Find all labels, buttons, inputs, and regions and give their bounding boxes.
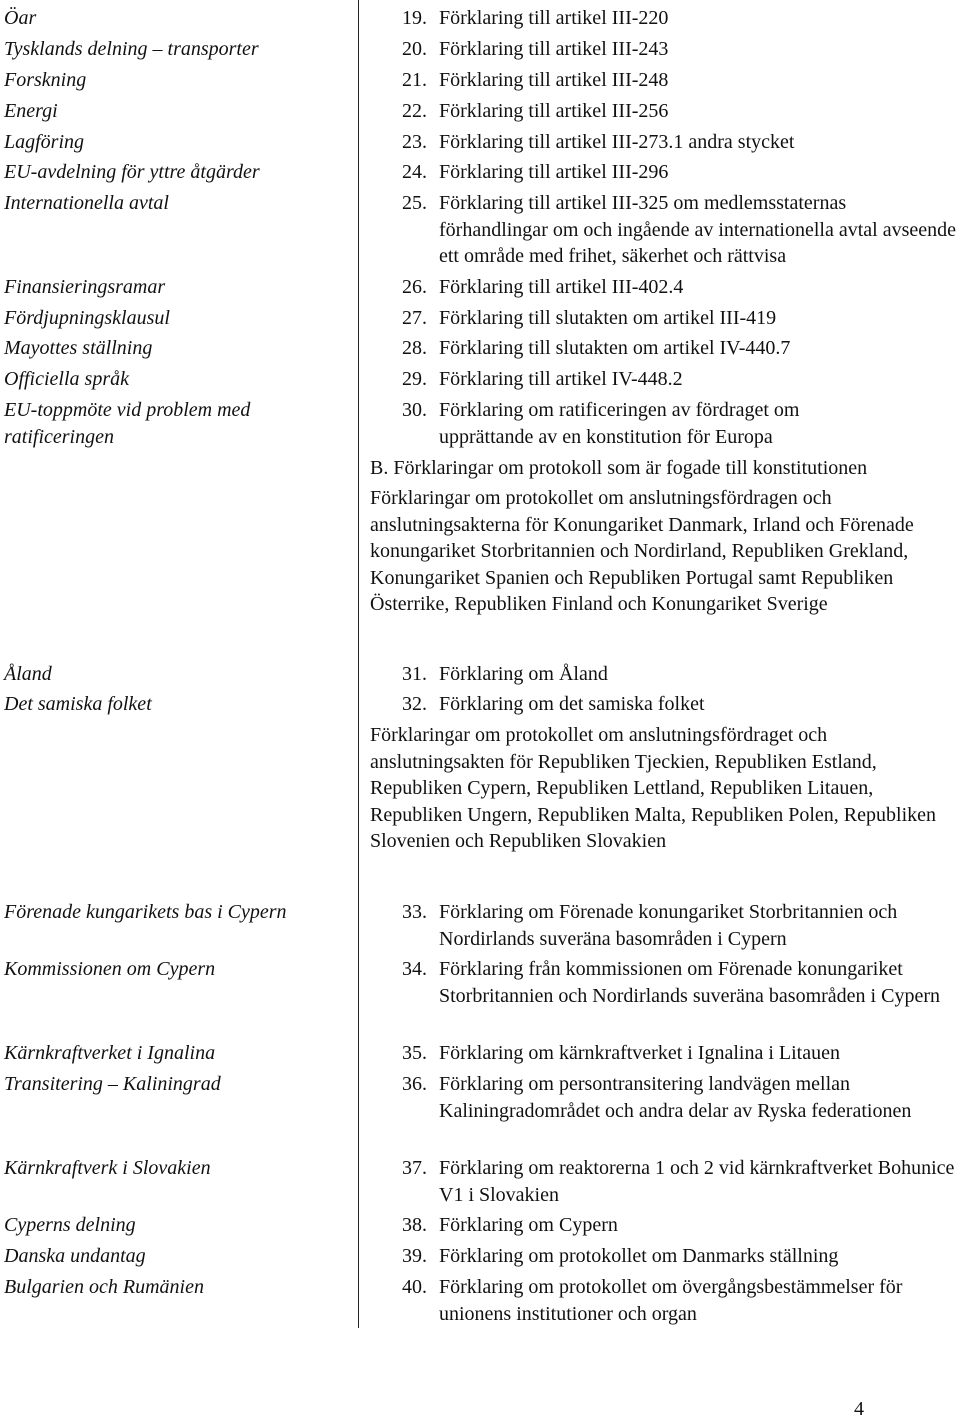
declaration-entry: [402, 335, 960, 362]
entry-text: Förklaring om persontransitering landvägen mellan Kaliningradområdet och andra delar av Ryska federationen: [439, 1073, 912, 1122]
declaration-entry: [402, 98, 960, 125]
entry-text: Förklaring om protokollet om Danmarks ställning: [439, 1245, 839, 1267]
declaration-entry: [402, 1155, 960, 1208]
topic-label: Tysklands delning – transporter: [4, 38, 259, 60]
topic-label: Kärnkraftverket i Ignalina: [4, 1042, 216, 1064]
entry-text: Förklaring om Förenade konungariket Storbritannien och Nordirlands suveräna basområden i Cypern: [439, 901, 898, 950]
entry-text: Förklaring om reaktorerna 1 och 2 vid kärnkraftverket Bohunice V1 i Slovakien: [439, 1157, 955, 1206]
entry-number: 39.: [402, 1245, 427, 1267]
entry-number: 21.: [402, 69, 427, 91]
entry-number: 24.: [402, 161, 427, 183]
topic-label: Mayottes ställning: [4, 337, 153, 359]
declaration-entry: [402, 129, 960, 156]
entry-number: 25.: [402, 192, 427, 214]
topic-label: Energi: [4, 100, 58, 122]
entry-text: Förklaring till slutakten om artikel III-419: [439, 307, 777, 329]
entry-number: 22.: [402, 100, 427, 122]
entry-text: Förklaring till artikel IV-448.2: [439, 368, 683, 390]
topic-label: Kommissionen om Cypern: [4, 958, 216, 980]
topic-label: Kärnkraftverk i Slovakien: [4, 1157, 211, 1179]
entry-number: 40.: [402, 1276, 427, 1298]
topic-label: EU-avdelning för yttre åtgärder: [4, 161, 260, 183]
declaration-entry: [402, 190, 960, 270]
section-paragraph: Förklaringar om protokollet om anslutningsfördraget och anslutningsakten för Republiken Tjeckien, Republiken Estland, Republiken Cypern, Republiken Lettland, Republiken Litauen, Republiken Ungern, Republiken Malta, Republiken Polen, Republiken Slovenien och Republiken Slovakien: [370, 724, 937, 852]
entry-number: 19.: [402, 7, 427, 29]
topic-label: Finansieringsramar: [4, 276, 166, 298]
topic-label: Internationella avtal: [4, 192, 169, 214]
topic-label: Danska undantag: [4, 1245, 146, 1267]
entry-text: Förklaring från kommissionen om Förenade konungariket Storbritannien och Nordirlands suveräna basområden i Cypern: [439, 958, 940, 1007]
entry-text: Förklaring till artikel III-248: [439, 69, 669, 91]
entry-number: 20.: [402, 38, 427, 60]
topic-label: Cyperns delning: [4, 1214, 136, 1236]
declaration-entry: [402, 366, 960, 393]
declaration-entry: [402, 1274, 960, 1327]
section-paragraph: Förklaringar om protokollet om anslutningsfördragen och anslutningsakterna för Konungariket Danmark, Irland och Förenade konungariket Storbritannien och Nordirland, Republiken Grekland, Konungariket Spanien och Republiken Portugal samt Republiken Österrike, Republiken Finland och Konungariket Sverige: [370, 487, 914, 615]
entry-text: Förklaring till artikel III-402.4: [439, 276, 684, 298]
topic-label: Forskning: [4, 69, 87, 91]
declaration-entry: [402, 1040, 960, 1067]
declaration-entry: [402, 67, 960, 94]
declaration-entry: [402, 36, 960, 63]
entry-number: 31.: [402, 663, 427, 685]
entry-number: 28.: [402, 337, 427, 359]
entry-text: Förklaring till artikel III-296: [439, 161, 669, 183]
entry-text: Förklaring om Cypern: [439, 1214, 618, 1236]
declaration-entry: [402, 1071, 960, 1124]
declaration-entry: [402, 1212, 960, 1239]
entry-number: 35.: [402, 1042, 427, 1064]
entry-number: 23.: [402, 131, 427, 153]
topic-label: Åland: [4, 663, 52, 685]
declaration-entry: [402, 956, 960, 1009]
entry-text: Förklaring om Åland: [439, 663, 608, 685]
entry-text: Förklaring om det samiska folket: [439, 693, 705, 715]
topic-label: Transitering – Kaliningrad: [4, 1073, 221, 1095]
declaration-entry: [402, 1243, 960, 1270]
topic-label: Fördjupningsklausul: [4, 307, 170, 329]
entry-text: Förklaring till artikel III-243: [439, 38, 669, 60]
topic-label: Lagföring: [4, 131, 85, 153]
entry-number: 37.: [402, 1157, 427, 1179]
declaration-entry: [402, 899, 960, 952]
page-number: 4: [854, 1398, 864, 1420]
topic-label: Officiella språk: [4, 368, 129, 390]
declaration-entry: [402, 397, 960, 450]
declaration-entry: [402, 305, 960, 332]
entry-number: 33.: [402, 901, 427, 923]
declaration-entry: [402, 691, 960, 718]
entry-text: Förklaring till slutakten om artikel IV-440.7: [439, 337, 791, 359]
declaration-entry: [402, 661, 960, 688]
entry-text: Förklaring till artikel III-220: [439, 7, 669, 29]
entry-number: 38.: [402, 1214, 427, 1236]
entry-number: 32.: [402, 693, 427, 715]
entry-text: Förklaring om protokollet om övergångsbestämmelser för unionens institutioner och organ: [439, 1276, 903, 1325]
declaration-entry: [402, 5, 960, 32]
column-divider: [358, 0, 359, 1328]
declaration-entry: [402, 274, 960, 301]
entry-number: 29.: [402, 368, 427, 390]
entry-number: 27.: [402, 307, 427, 329]
entry-text: Förklaring om ratificeringen av fördraget om upprättande av en konstitution för Europa: [439, 399, 800, 448]
entry-number: 36.: [402, 1073, 427, 1095]
topic-label: Öar: [4, 7, 37, 29]
entry-number: 26.: [402, 276, 427, 298]
declaration-entry: [402, 159, 960, 186]
entry-number: 30.: [402, 399, 427, 421]
topic-label: Det samiska folket: [4, 693, 152, 715]
entry-text: Förklaring till artikel III-273.1 andra stycket: [439, 131, 795, 153]
section-heading-b: B. Förklaringar om protokoll som är fogade till konstitutionen: [370, 457, 868, 479]
topic-label: EU-toppmöte vid problem med ratificeringen: [4, 399, 251, 448]
topic-label: Bulgarien och Rumänien: [4, 1276, 204, 1298]
entry-number: 34.: [402, 958, 427, 980]
topic-label: Förenade kungarikets bas i Cypern: [4, 901, 287, 923]
entry-text: Förklaring om kärnkraftverket i Ignalina i Litauen: [439, 1042, 840, 1064]
entry-text: Förklaring till artikel III-325 om medlemsstaternas förhandlingar om och ingående av internationella avtal avseende ett område med frihet, säkerhet och rättvisa: [439, 192, 957, 267]
entry-text: Förklaring till artikel III-256: [439, 100, 669, 122]
